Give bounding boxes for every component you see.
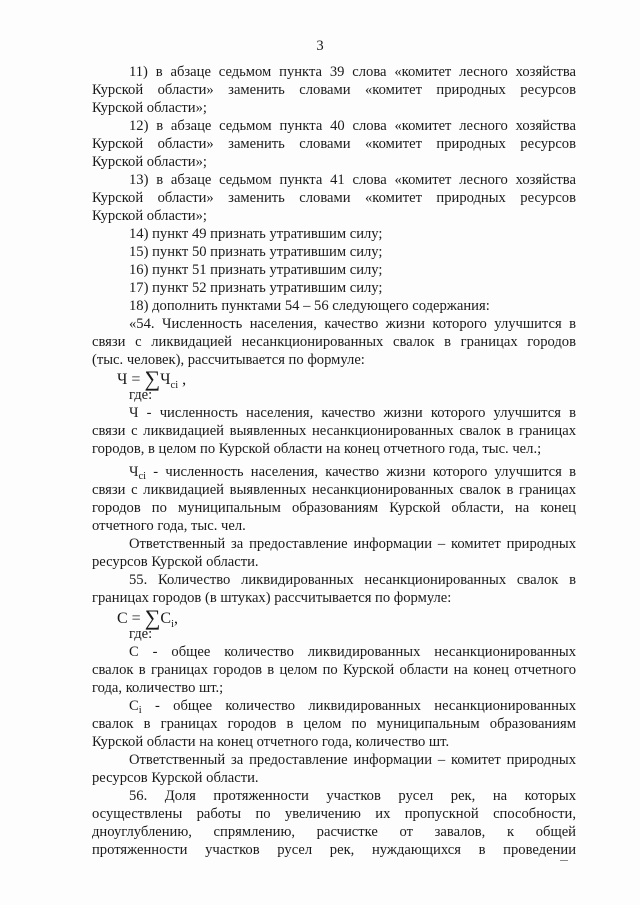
text-line: 15) пункт 50 признать утратившим силу;	[129, 244, 383, 260]
text-line-with-symbol: $С_i$ - общее количество ликвидированных несанкционированных	[129, 698, 576, 716]
text-line: 12) в абзаце седьмом пункта 40 слова «комитет лесного хозяйства	[129, 118, 576, 134]
text-line: (тыс. человек), рассчитывается по формуле:	[92, 352, 365, 368]
text-line: дноуглублению, спрямлению, расчистке от завалов, к общей	[92, 824, 576, 840]
text-line: Курской области» заменить словами «комитет природных ресурсов	[92, 190, 576, 206]
page-number: 3	[316, 38, 324, 54]
text-line: 14) пункт 49 признать утратившим силу;	[129, 226, 383, 242]
text-line: Курской области» заменить словами «комитет природных ресурсов	[92, 136, 576, 152]
text-line: связи с ликвидацией выявленных несанкционированных свалок в границах	[92, 482, 576, 498]
text-line: отчетного года, тыс. чел.	[92, 518, 246, 534]
text-line: 56. Доля протяженности участков русел рек, на которых	[129, 788, 576, 804]
text-line: Курской области»;	[92, 100, 207, 116]
text-line: 13) в абзаце седьмом пункта 41 слова «комитет лесного хозяйства	[129, 172, 576, 188]
text-line: Ответственный за предоставление информации – комитет природных	[129, 536, 576, 552]
text-line: где:	[129, 387, 153, 403]
text-line: границах городов (в штуках) рассчитывается по формуле:	[92, 590, 452, 606]
text-line: Ч - численность населения, качество жизни которого улучшится в	[129, 405, 576, 421]
text-line-with-symbol: $Ч_{ci}$ - численность населения, качество жизни которого улучшится в	[129, 464, 576, 482]
text-line: Курской области»;	[92, 154, 207, 170]
text-line: городов по муниципальным образованиям Курской области, на конец	[92, 500, 576, 516]
text-line: протяженности участков русел рек, нуждающихся в проведении	[92, 842, 576, 858]
text-line: свалок в границах городов в целом по муниципальным образованиям	[92, 716, 576, 732]
text-line: С - общее количество ликвидированных несанкционированных	[129, 644, 576, 660]
text-line: свалок в границах городов в целом по Курской области на конец отчетного	[92, 662, 576, 678]
text-line: связи с ликвидацией несанкционированных свалок в границах городов	[92, 334, 576, 350]
text-line: Ответственный за предоставление информации – комитет природных	[129, 752, 576, 768]
text-line: «54. Численность населения, качество жизни которого улучшится в	[129, 316, 576, 332]
text-line: 55. Количество ликвидированных несанкционированных свалок в	[129, 572, 576, 588]
text-line: 16) пункт 51 признать утратившим силу;	[129, 262, 383, 278]
text-line: ресурсов Курской области.	[92, 554, 259, 570]
text-line: 17) пункт 52 признать утратившим силу;	[129, 280, 383, 296]
text-line: где:	[129, 626, 153, 642]
formula-population: $Ч = \sum Ч_{ci}$ ,	[117, 366, 187, 392]
text-line: связи с ликвидацией выявленных несанкционированных свалок в границах	[92, 423, 576, 439]
text-line: года, количество шт.;	[92, 680, 224, 696]
scan-mark	[560, 860, 568, 861]
text-line: осуществлены работы по увеличению их пропускной способности,	[92, 806, 576, 822]
text-line: 11) в абзаце седьмом пункта 39 слова «комитет лесного хозяйства	[129, 64, 576, 80]
text-line: Курской области на конец отчетного года, количество шт.	[92, 734, 450, 750]
text-line: Курской области»;	[92, 208, 207, 224]
formula-dumps: $С = \sum С_i$,	[117, 605, 178, 631]
text-line: 18) дополнить пунктами 54 – 56 следующего содержания:	[129, 298, 490, 314]
text-line: городов, в целом по Курской области на конец отчетного года, тыс. чел.;	[92, 441, 542, 457]
text-line: ресурсов Курской области.	[92, 770, 259, 786]
text-line: Курской области» заменить словами «комитет природных ресурсов	[92, 82, 576, 98]
